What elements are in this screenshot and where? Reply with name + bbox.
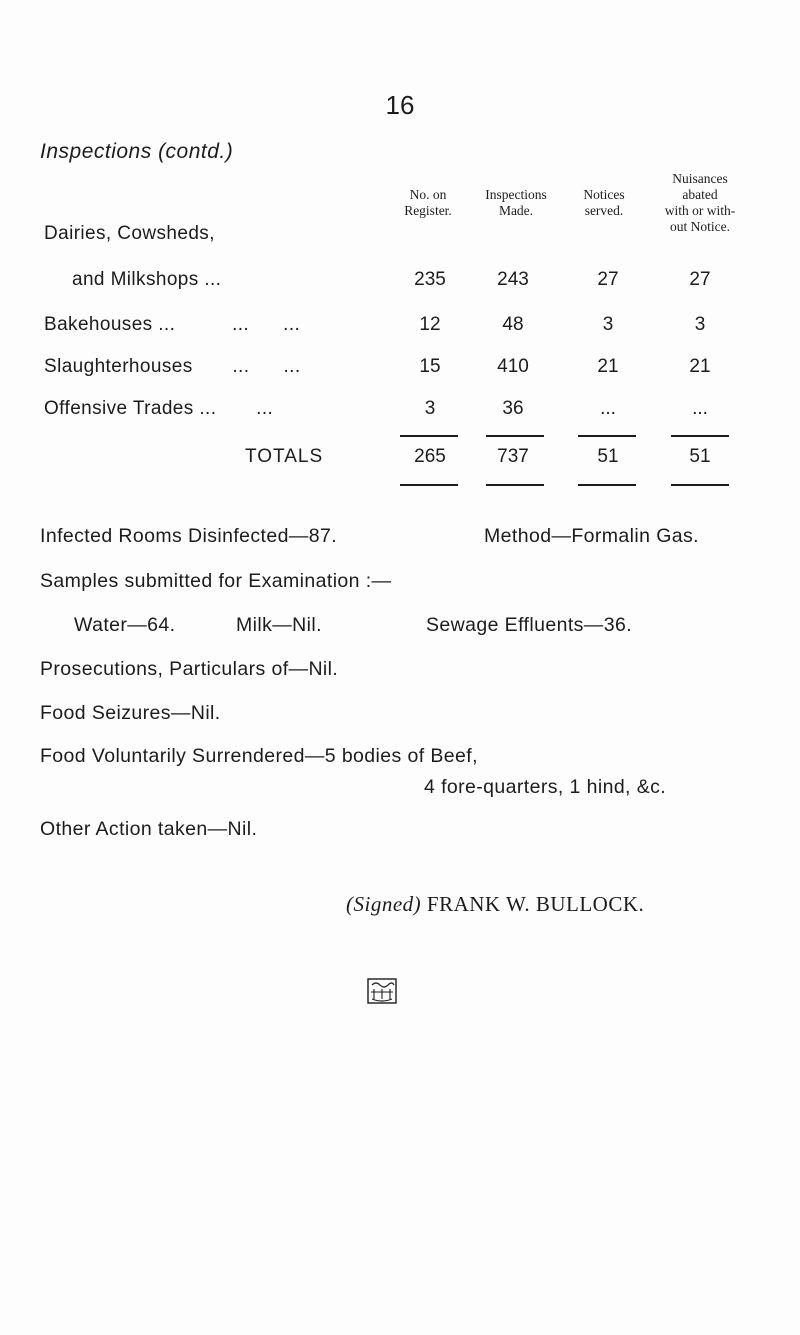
header-nuisances-line3: with or with- (664, 203, 736, 218)
row-label-slaughterhouses: Slaughterhouses ... ... (44, 356, 301, 377)
total-rule-top-inspections (486, 435, 544, 437)
cell-offensive-inspections: 36 (502, 398, 524, 419)
cell-dairies-inspections: 243 (497, 269, 529, 290)
row-label-bakehouses: Bakehouses ... ... ... (44, 314, 301, 335)
cell-total-inspections: 737 (497, 446, 529, 467)
cell-bakehouses-notices: 3 (602, 314, 614, 335)
method-text: Method—Formalin Gas. (484, 525, 699, 547)
prosecutions-text: Prosecutions, Particulars of—Nil. (40, 658, 339, 680)
cell-slaughterhouses-inspections: 410 (497, 356, 529, 377)
milk-text: Milk—Nil. (236, 614, 322, 636)
page-number: 16 (385, 90, 415, 120)
total-rule-top-notices (578, 435, 636, 437)
disinfected-text: Infected Rooms Disinfected—87. (40, 525, 338, 547)
header-inspections-line1: Inspections (485, 187, 547, 202)
cell-dairies-notices: 27 (597, 269, 619, 290)
water-text: Water—64. (74, 614, 176, 636)
cell-bakehouses-nuisances: 3 (694, 314, 706, 335)
cell-total-notices: 51 (597, 446, 619, 467)
row-label-dairies-line1: Dairies, Cowsheds, (44, 223, 215, 244)
header-notices-line1: Notices (583, 187, 625, 202)
total-rule-top-register (400, 435, 458, 437)
cell-offensive-register: 3 (424, 398, 436, 419)
row-label-dairies: and Milkshops ... (72, 269, 222, 290)
total-rule-top-nuisances (671, 435, 729, 437)
header-register-line1: No. on (409, 187, 447, 202)
row-label-offensive-trades: Offensive Trades ... ... (44, 398, 274, 419)
cell-slaughterhouses-register: 15 (419, 356, 441, 377)
totals-label: TOTALS (245, 446, 324, 467)
printer-emblem-icon (366, 977, 398, 1005)
surrendered-line2: 4 fore-quarters, 1 hind, &c. (424, 776, 667, 798)
total-rule-bottom-notices (578, 484, 636, 486)
header-inspections (466, 187, 566, 219)
section-title: Inspections (contd.) (40, 140, 234, 163)
header-nuisances-line2: abated (682, 187, 718, 202)
cell-offensive-nuisances: ... (692, 398, 708, 419)
signature-name: FRANK W. BULLOCK. (426, 892, 645, 916)
cell-offensive-notices: ... (600, 398, 616, 419)
seizures-text: Food Seizures—Nil. (40, 702, 221, 724)
header-inspections-line2: Made. (498, 203, 534, 218)
cell-bakehouses-inspections: 48 (502, 314, 524, 335)
signature (346, 892, 644, 917)
other-action-text: Other Action taken—Nil. (40, 818, 258, 840)
total-rule-bottom-nuisances (671, 484, 729, 486)
cell-total-nuisances: 51 (689, 446, 711, 467)
header-register (388, 187, 468, 219)
header-nuisances (645, 171, 755, 235)
cell-total-register: 265 (414, 446, 446, 467)
header-register-line2: Register. (404, 203, 452, 218)
header-nuisances-line4: out Notice. (670, 219, 730, 234)
cell-bakehouses-register: 12 (419, 314, 441, 335)
cell-slaughterhouses-nuisances: 21 (689, 356, 711, 377)
cell-dairies-register: 235 (414, 269, 446, 290)
header-notices (564, 187, 644, 219)
total-rule-bottom-register (400, 484, 458, 486)
sewage-text: Sewage Effluents—36. (426, 614, 633, 636)
total-rule-bottom-inspections (486, 484, 544, 486)
signature-prefix: (Signed) (346, 892, 422, 916)
surrendered-line1: Food Voluntarily Surrendered—5 bodies of Beef, (40, 745, 478, 767)
samples-text: Samples submitted for Examination :— (40, 570, 392, 592)
cell-slaughterhouses-notices: 21 (597, 356, 619, 377)
cell-dairies-nuisances: 27 (689, 269, 711, 290)
header-nuisances-line1: Nuisances (672, 171, 728, 186)
header-notices-line2: served. (584, 203, 624, 218)
